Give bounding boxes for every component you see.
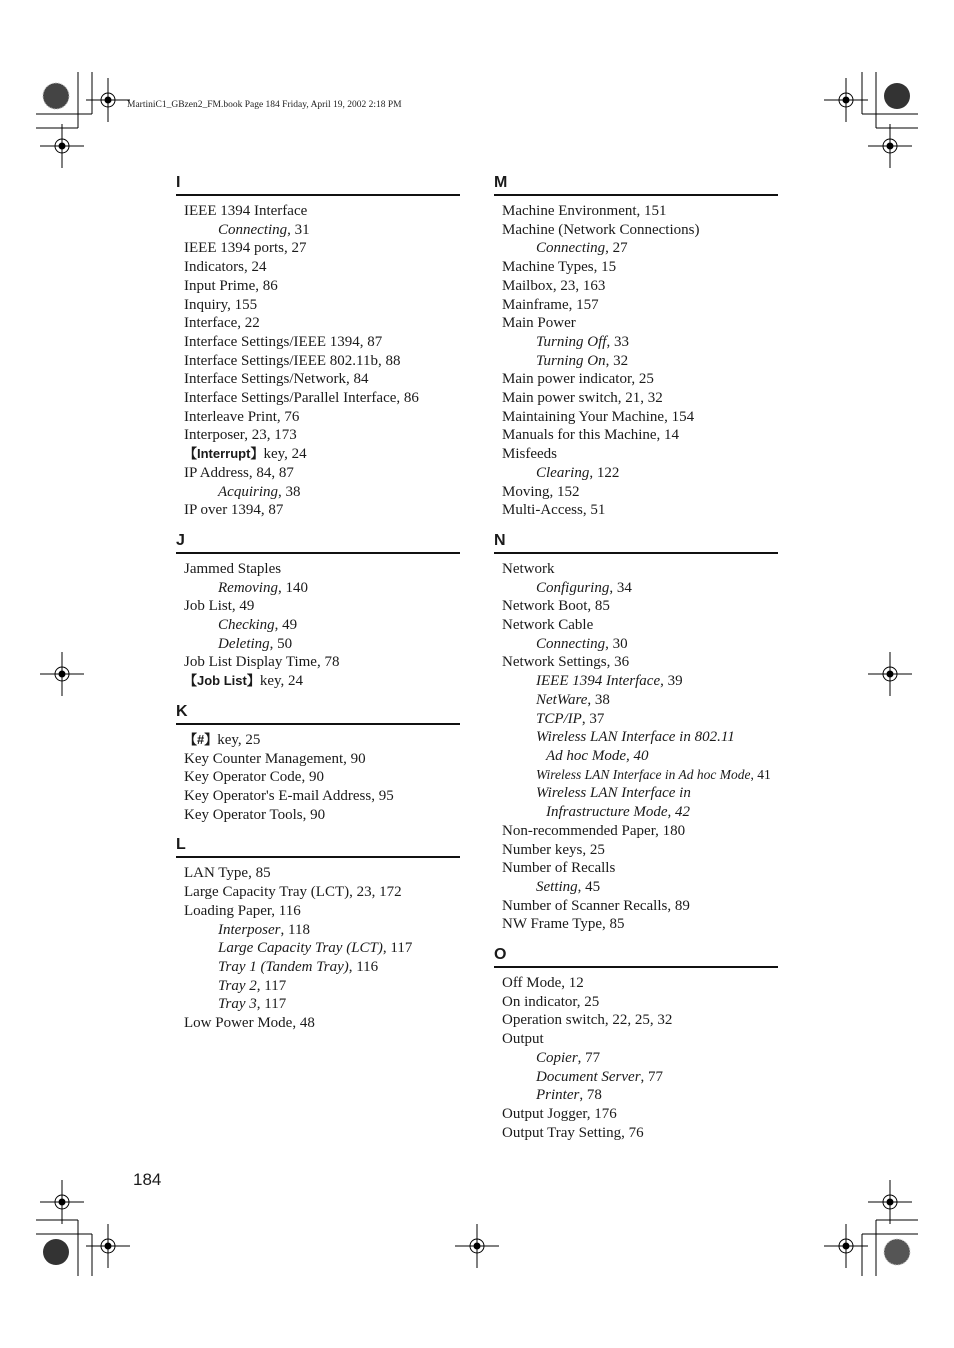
entry-text: Connecting (536, 635, 606, 652)
entry-text: key, 25 (217, 731, 261, 748)
index-column-right (494, 172, 778, 1142)
index-entry (502, 370, 778, 389)
index-column-left (176, 172, 460, 1033)
section-letter-k: K (176, 701, 460, 725)
index-entry (502, 653, 778, 672)
index-entry (502, 841, 778, 860)
entry-text: Mainframe, 157 (502, 296, 599, 313)
entry-text: Interleave Print, 76 (184, 408, 300, 425)
entry-text: Jammed Staples (184, 560, 282, 577)
entry-text: On indicator, 25 (502, 993, 600, 1010)
entry-pages: , 40 (625, 747, 649, 764)
index-subentry (184, 483, 460, 502)
index-entry (184, 352, 460, 371)
entry-text: Ad hoc Mode (546, 747, 626, 764)
entry-text: key, 24 (259, 673, 304, 690)
index-entry (502, 258, 778, 277)
index-subentry (502, 579, 778, 598)
entry-text: Removing (218, 579, 278, 596)
key-name: 【Job List】 (184, 673, 260, 689)
entry-text: Tray 1 (Tandem Tray) (218, 958, 349, 975)
entry-pages: , 140 (277, 579, 308, 596)
entry-pages: , 39 (660, 673, 683, 690)
entry-pages: , 37 (581, 710, 605, 727)
entry-text: Maintaining Your Machine, 154 (502, 408, 695, 425)
entry-text: Main Power (502, 315, 576, 332)
index-subentry (502, 784, 778, 803)
entry-text: Interface, 22 (184, 315, 260, 332)
entry-pages: , 34 (609, 579, 632, 596)
entry-text: IEEE 1394 Interface (184, 203, 308, 219)
entry-pages: , 49 (274, 617, 298, 634)
entry-text: Acquiring (218, 483, 278, 500)
entry-text: Main power indicator, 25 (502, 371, 654, 388)
entry-pages: , 50 (269, 635, 293, 652)
entry-text: Inquiry, 155 (184, 296, 258, 313)
entry-text: Manuals for this Machine, 14 (502, 427, 680, 444)
index-entry (502, 897, 778, 916)
index-entry (184, 672, 460, 691)
entry-pages: , 118 (280, 921, 310, 938)
index-entry (184, 501, 460, 520)
entry-text: Interposer, 23, 173 (184, 427, 297, 444)
index-entry (184, 258, 460, 277)
entry-text: Moving, 152 (502, 483, 580, 500)
entry-text: Connecting (218, 221, 288, 238)
entry-text: Operation switch, 22, 25, 32 (502, 1012, 673, 1029)
entry-text: Wireless LAN Interface in 802.11 (536, 729, 735, 746)
index-entry (502, 974, 778, 993)
index-entry (184, 597, 460, 616)
entry-text: Job List Display Time, 78 (184, 654, 340, 671)
index-entry (184, 653, 460, 672)
entry-text: Clearing (536, 464, 590, 481)
entry-text: IP over 1394, 87 (184, 502, 284, 519)
entry-text: Turning Off (536, 333, 607, 350)
index-entry (502, 1030, 778, 1049)
index-subentry (184, 635, 460, 654)
index-entry (184, 445, 460, 464)
entry-text: IP Address, 84, 87 (184, 464, 294, 481)
index-subentry (502, 747, 778, 766)
entry-text: Mailbox, 23, 163 (502, 277, 606, 294)
entry-text: LAN Type, 85 (184, 865, 271, 882)
index-entry (184, 296, 460, 315)
entry-text: Non-recommended Paper, 180 (502, 822, 686, 839)
index-entry (184, 1014, 460, 1033)
index-entry (502, 296, 778, 315)
index-entry (502, 445, 778, 464)
entry-text: NetWare (536, 691, 588, 708)
index-entry (184, 902, 460, 921)
section-letter-o: O (494, 944, 778, 968)
index-entry (184, 239, 460, 258)
index-subentry (502, 333, 778, 352)
entry-text: Machine Environment, 151 (502, 203, 667, 219)
entry-text: IEEE 1394 ports, 27 (184, 240, 307, 257)
index-subentry (502, 1068, 778, 1087)
index-entry (502, 1124, 778, 1143)
index-subentry (502, 672, 778, 691)
entry-pages: , 78 (579, 1087, 602, 1104)
entry-text: Indicators, 24 (184, 259, 267, 276)
entry-pages: , 77 (640, 1068, 664, 1085)
entry-pages: , 33 (606, 333, 629, 350)
entry-text: Number of Scanner Recalls, 89 (502, 897, 690, 914)
entry-text: Printer (536, 1087, 580, 1104)
index-entry (502, 389, 778, 408)
index-entry (184, 806, 460, 825)
index-entry (502, 277, 778, 296)
index-entry (502, 426, 778, 445)
entry-pages: , 116 (348, 958, 379, 975)
index-subentry (184, 939, 460, 958)
entry-text: Output Tray Setting, 76 (502, 1124, 644, 1141)
index-entry (184, 560, 460, 579)
index-subentry (184, 616, 460, 635)
index-entry (184, 389, 460, 408)
entry-text: TCP/IP (536, 710, 582, 727)
entry-text: Machine Types, 15 (502, 259, 617, 276)
entry-text: Network Boot, 85 (502, 598, 610, 615)
index-entry (502, 616, 778, 635)
index-entry (502, 483, 778, 502)
section-letter-n: N (494, 530, 778, 554)
index-entry (502, 1011, 778, 1030)
entry-text: Off Mode, 12 (502, 975, 584, 992)
section-letter-i: I (176, 172, 460, 196)
entry-text: Network Cable (502, 617, 594, 634)
entry-pages: , 38 (278, 483, 301, 500)
entry-pages: , 117 (256, 996, 287, 1013)
index-entry (502, 859, 778, 878)
index-entry (184, 883, 460, 902)
entry-pages: , 122 (589, 464, 620, 481)
index-entry (502, 560, 778, 579)
index-subentry (184, 221, 460, 240)
entry-text: Number keys, 25 (502, 841, 605, 858)
entry-text: Job List, 49 (184, 598, 255, 615)
entry-text: Low Power Mode, 48 (184, 1015, 315, 1032)
entry-text: Checking (218, 617, 275, 634)
section-letter-j: J (176, 530, 460, 554)
entry-pages: , 38 (587, 691, 610, 708)
index-entry (502, 1105, 778, 1124)
entry-text: NW Frame Type, 85 (502, 916, 625, 933)
entry-text: Key Operator's E-mail Address, 95 (184, 787, 394, 804)
entry-text: Output Jogger, 176 (502, 1105, 617, 1122)
entry-pages: , 30 (605, 635, 628, 652)
entry-pages: , 42 (667, 804, 691, 821)
index-entry (502, 822, 778, 841)
index-subentry (184, 921, 460, 940)
index-subentry (502, 728, 778, 747)
entry-text: Large Capacity Tray (LCT) (218, 940, 383, 957)
index-entry (502, 314, 778, 333)
entry-text: Interface Settings/Parallel Interface, 86 (184, 390, 419, 407)
index-entry (502, 501, 778, 520)
section-letter-l: L (176, 834, 460, 858)
entry-pages: , 41 (750, 766, 771, 782)
index-entry (184, 464, 460, 483)
index-subentry (502, 803, 778, 822)
entry-text: Infrastructure Mode (546, 804, 668, 821)
index-subentry (502, 464, 778, 483)
entry-text: Interposer (218, 921, 281, 938)
index-entry-list (176, 725, 460, 825)
index-entry (184, 750, 460, 769)
index-entry (184, 370, 460, 389)
index-entry (502, 597, 778, 616)
index-entry-list (494, 196, 778, 520)
index-entry (502, 915, 778, 934)
index-subentry (502, 1086, 778, 1105)
index-entry (184, 314, 460, 333)
entry-pages: , 27 (605, 240, 628, 257)
entry-text: Loading Paper, 116 (184, 902, 301, 919)
index-entry (184, 768, 460, 787)
index-subentry (184, 995, 460, 1014)
entry-text: Interface Settings/IEEE 802.11b, 88 (184, 352, 401, 369)
entry-text: Large Capacity Tray (LCT), 23, 172 (184, 884, 402, 901)
page-number: 184 (133, 1170, 162, 1189)
entry-text: Input Prime, 86 (184, 277, 278, 294)
entry-text: Number of Recalls (502, 860, 616, 877)
index-entry (184, 864, 460, 883)
index-entry-list (494, 554, 778, 934)
entry-text: Output (502, 1031, 544, 1048)
entry-text: Tray 2 (218, 977, 257, 994)
index-entry (184, 787, 460, 806)
index-entry-list (176, 858, 460, 1032)
entry-text: Connecting (536, 240, 606, 257)
index-entry (502, 202, 778, 221)
entry-text: Document Server (536, 1068, 641, 1085)
entry-text: Configuring (536, 579, 610, 596)
entry-pages: , 77 (577, 1049, 601, 1066)
index-subentry (502, 878, 778, 897)
index-entry (184, 426, 460, 445)
index-entry (502, 993, 778, 1012)
index-subentry (502, 766, 778, 785)
entry-text: Turning On (536, 352, 606, 369)
index-subentry (184, 579, 460, 598)
entry-text: Key Operator Code, 90 (184, 769, 324, 786)
index-entry (184, 731, 460, 750)
key-name: 【#】 (184, 731, 218, 747)
entry-text: Interface Settings/Network, 84 (184, 371, 369, 388)
entry-text: Multi-Access, 51 (502, 502, 606, 519)
entry-text: Wireless LAN Interface in Ad hoc Mode (536, 766, 751, 782)
index-subentry (184, 958, 460, 977)
index-subentry (502, 1049, 778, 1068)
index-entry (184, 202, 460, 221)
index-entry (502, 221, 778, 240)
index-entry (502, 408, 778, 427)
entry-text: key, 24 (263, 446, 307, 463)
entry-text: Main power switch, 21, 32 (502, 390, 663, 407)
entry-pages: , 45 (577, 878, 601, 895)
index-entry-list (176, 554, 460, 691)
entry-text: IEEE 1394 Interface (536, 673, 661, 690)
index-subentry (502, 710, 778, 729)
entry-text: Interface Settings/IEEE 1394, 87 (184, 333, 383, 350)
index-subentry (502, 352, 778, 371)
index-entry (184, 408, 460, 427)
entry-text: Network Settings, 36 (502, 654, 630, 671)
index-entry-list (176, 196, 460, 520)
entry-text: Machine (Network Connections) (502, 221, 700, 238)
entry-text: Deleting (218, 635, 270, 652)
section-letter-m: M (494, 172, 778, 196)
index-subentry (184, 977, 460, 996)
entry-pages: , 32 (605, 352, 629, 369)
index-subentry (502, 691, 778, 710)
entry-text: Setting (536, 878, 578, 895)
entry-pages: , 31 (287, 221, 310, 238)
index-subentry (502, 239, 778, 258)
key-name: 【Interrupt】 (184, 446, 264, 462)
entry-text: Key Operator Tools, 90 (184, 806, 326, 823)
entry-text: Misfeeds (502, 446, 557, 463)
entry-pages: , 117 (382, 940, 413, 957)
entry-text: Copier (536, 1049, 578, 1066)
index-entry-list (494, 968, 778, 1142)
index-entry (184, 333, 460, 352)
index-subentry (502, 635, 778, 654)
book-header: MartiniC1_GBzen2_FM.book Page 184 Friday, April 19, 2002 2:18 PM (127, 100, 402, 110)
index-entry (184, 277, 460, 296)
entry-text: Tray 3 (218, 996, 257, 1013)
entry-text: Key Counter Management, 90 (184, 750, 366, 767)
entry-pages: , 117 (256, 977, 287, 994)
entry-text: Wireless LAN Interface in (536, 785, 691, 802)
entry-text: Network (502, 560, 555, 577)
